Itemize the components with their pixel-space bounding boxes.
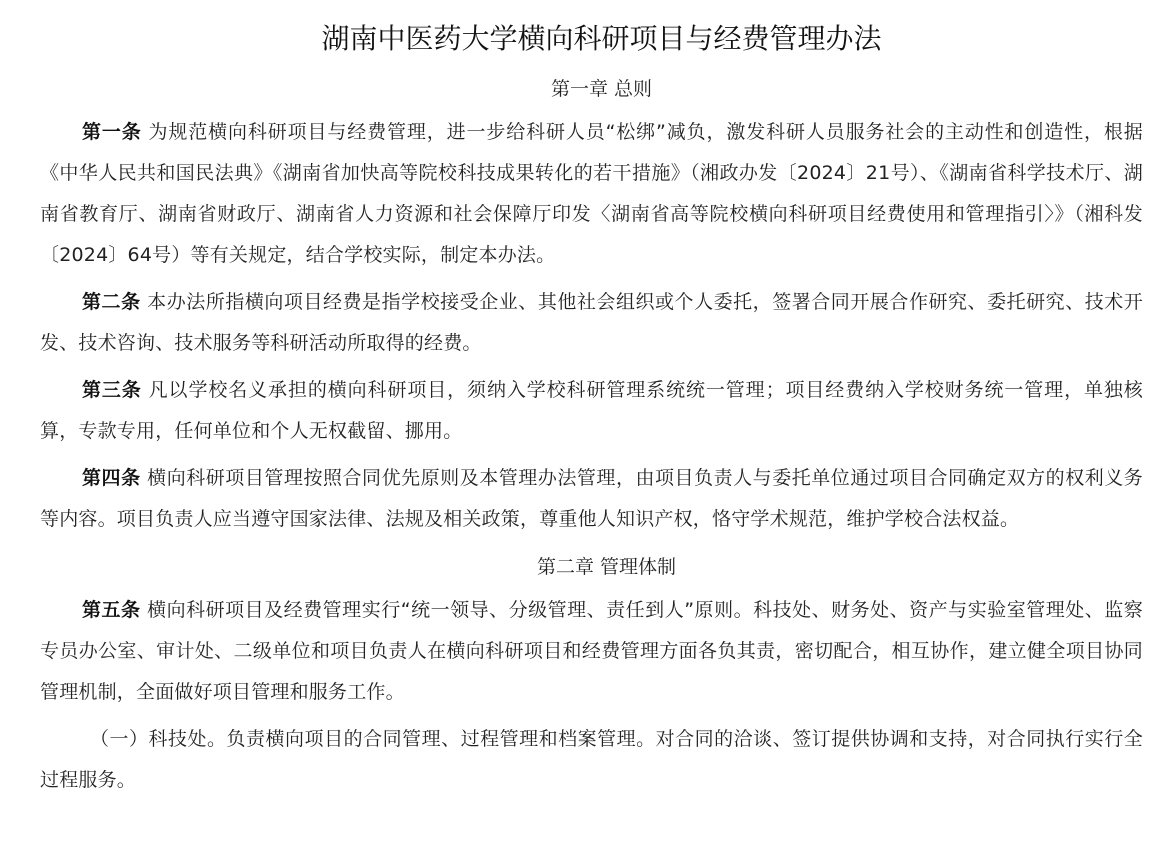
article-1 xyxy=(40,112,1143,276)
document-title: 湖南中医药大学横向科研项目与经费管理办法 xyxy=(321,22,882,55)
article-4 xyxy=(40,458,1143,540)
article-5-text: 横向科研项目及经费管理实行“统一领导、分级管理、责任到人”原则。科技处、财务处、资产与实验室管理处、监察专员办公室、审计处、二级单位和项目负责人在横向科研项目和经费管理方面各负其责，密切配合，相互协作，建立健全项目协同管理机制，全面做好项目管理和服务工作。 xyxy=(40,599,1143,703)
article-3-label: 第三条 xyxy=(82,379,142,401)
article-3 xyxy=(40,370,1143,452)
article-5 xyxy=(40,590,1143,713)
article-3-text: 凡以学校名义承担的横向科研项目，须纳入学校科研管理系统统一管理；项目经费纳入学校财务统一管理，单独核算，专款专用，任何单位和个人无权截留、挪用。 xyxy=(40,379,1143,442)
article-2 xyxy=(40,282,1143,364)
sub-item-1: （一）科技处。负责横向项目的合同管理、过程管理和档案管理。对合同的洽谈、签订提供协调和支持，对合同执行实行全过程服务。 xyxy=(40,728,1143,791)
chapter-2-heading: 第二章 管理体制 xyxy=(536,556,677,578)
article-4-label: 第四条 xyxy=(82,467,141,489)
article-5-label: 第五条 xyxy=(82,599,141,621)
article-2-text: 本办法所指横向项目经费是指学校接受企业、其他社会组织或个人委托，签署合同开展合作研究、委托研究、技术开发、技术咨询、技术服务等科研活动所取得的经费。 xyxy=(40,291,1143,354)
article-1-label: 第一条 xyxy=(82,121,142,143)
chapter-1-heading: 第一章 总则 xyxy=(550,78,653,100)
article-1-text: 为规范横向科研项目与经费管理，进一步给科研人员“松绑”减负，激发科研人员服务社会的主动性和创造性，根据《中华人民共和国民法典》《湖南省加快高等院校科技成果转化的若干措施》（湘政办发〔2024〕21号）、《湖南省科学技术厅、湖南省教育厅、湖南省财政厅、湖南省人力资源和社会保障厅印发〈湖南省高等院校横向科研项目经费使用和管理指引〉》（湘科发〔2024〕64号）等有关规定，结合学校实际，制定本办法。 xyxy=(40,121,1143,266)
article-4-text: 横向科研项目管理按照合同优先原则及本管理办法管理，由项目负责人与委托单位通过项目合同确定双方的权利义务等内容。项目负责人应当遵守国家法律、法规及相关政策，尊重他人知识产权，恪守学术规范，维护学校合法权益。 xyxy=(40,467,1143,530)
article-2-label: 第二条 xyxy=(82,291,141,313)
